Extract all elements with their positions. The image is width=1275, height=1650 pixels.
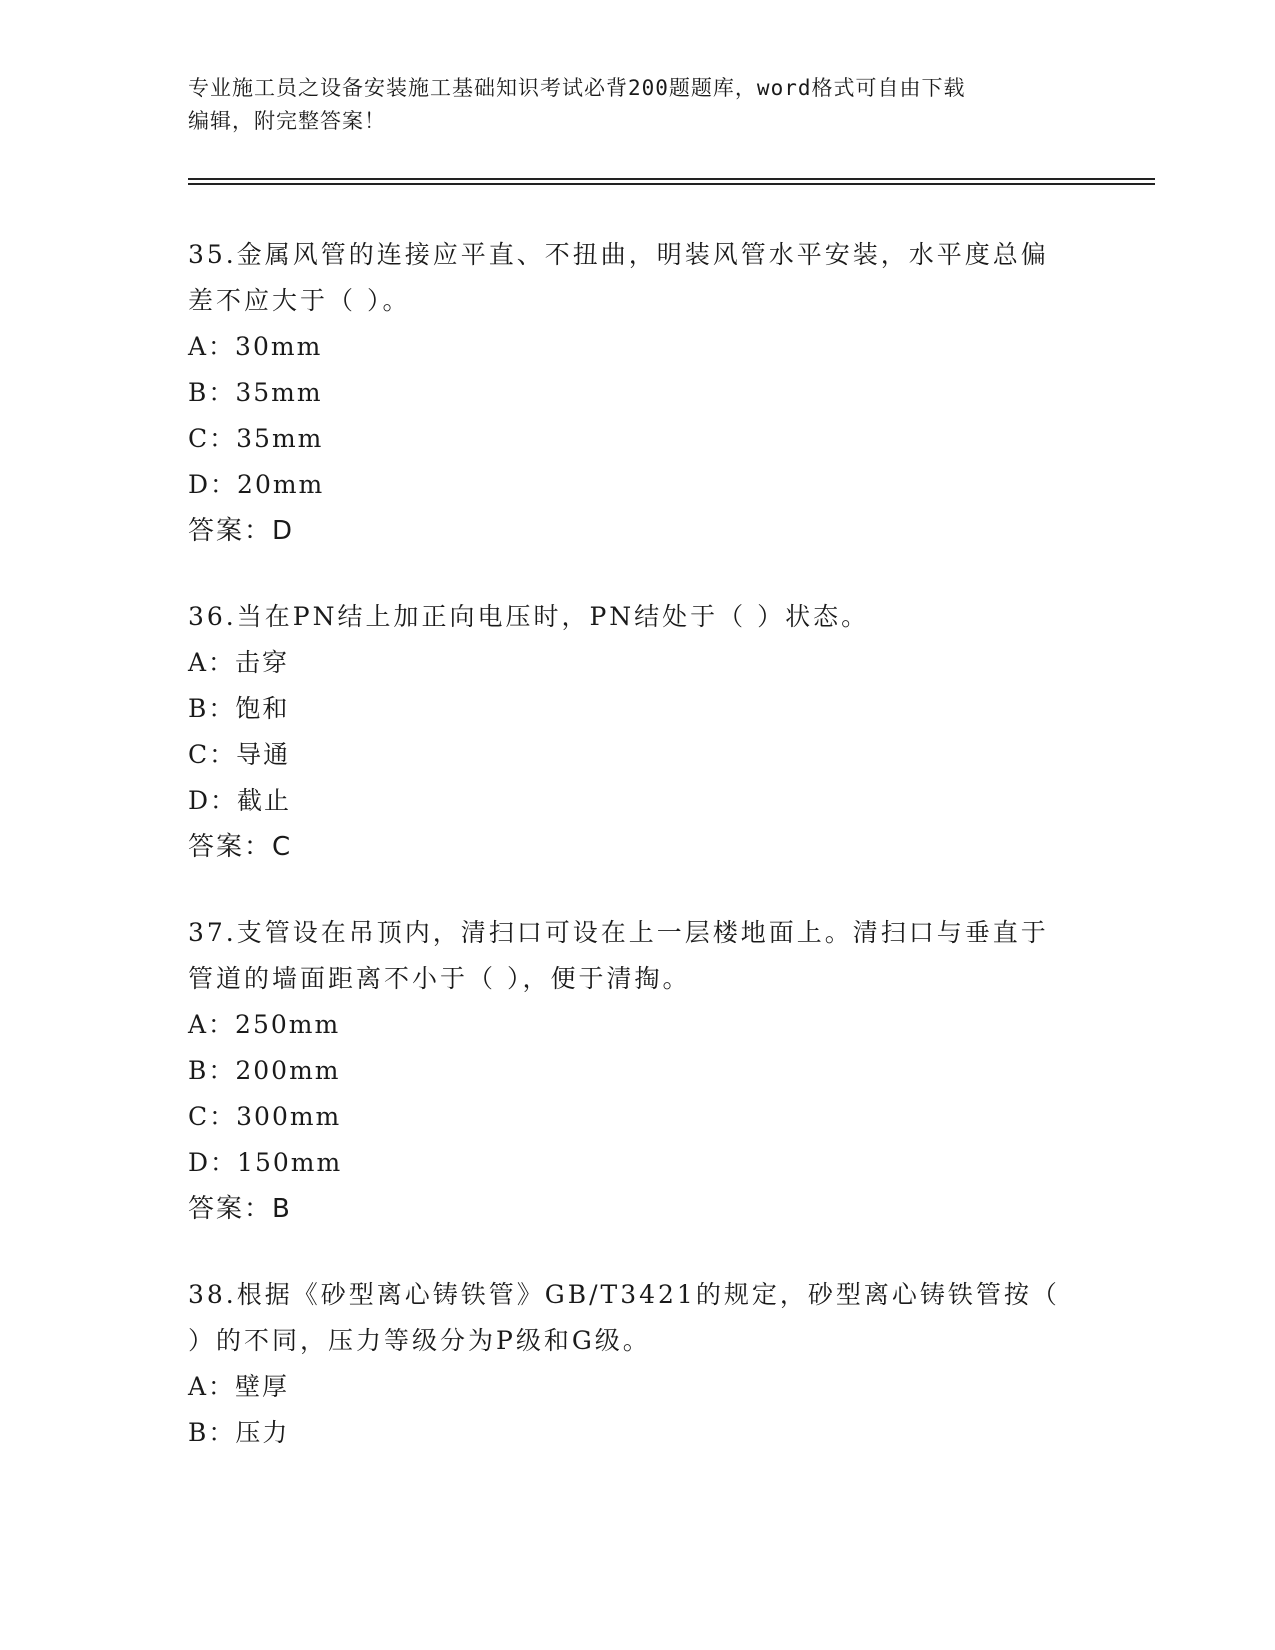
question-stem-line: 差不应大于（ ）。 [188, 286, 411, 315]
question-36 [188, 594, 1088, 870]
question-stem-line: 38.根据《砂型离心铸铁管》GB/T3421的规定，砂型离心铸铁管按（ [188, 1280, 1060, 1309]
question-stem-line: 管道的墙面距离不小于（ ），便于清掏。 [188, 964, 691, 993]
option-a: A：壁厚 [188, 1372, 290, 1401]
option-d: D：截止 [188, 786, 292, 815]
question-stem-line: 35.金属风管的连接应平直、不扭曲，明装风管水平安装，水平度总偏 [188, 240, 1049, 269]
question-stem-line: 37.支管设在吊顶内，清扫口可设在上一层楼地面上。清扫口与垂直于 [188, 918, 1049, 947]
answer-line: 答案：B [188, 1194, 292, 1224]
header-line-1: 专业施工员之设备安装施工基础知识考试必背200题题库，word格式可自由下载 [188, 76, 966, 100]
option-c: C：300mm [188, 1102, 342, 1131]
header-line-2: 编辑，附完整答案！ [188, 109, 386, 133]
question-37 [188, 910, 1088, 1232]
option-b: B：饱和 [188, 694, 290, 723]
header-divider-bottom [188, 183, 1155, 185]
answer-line: 答案：D [188, 516, 295, 546]
option-d: D：150mm [188, 1148, 343, 1177]
option-c: C：35mm [188, 424, 324, 453]
option-a: A：250mm [188, 1010, 341, 1039]
option-a: A：击穿 [188, 648, 290, 677]
option-b: B：35mm [188, 378, 323, 407]
option-c: C：导通 [188, 740, 291, 769]
question-38 [188, 1272, 1088, 1456]
question-stem-line: ）的不同，压力等级分为P级和G级。 [188, 1326, 651, 1355]
option-a: A：30mm [188, 332, 323, 361]
question-list [188, 232, 1088, 1496]
answer-line: 答案：C [188, 832, 293, 862]
question-35 [188, 232, 1088, 554]
option-b: B：200mm [188, 1056, 341, 1085]
option-d: D：20mm [188, 470, 325, 499]
option-b: B：压力 [188, 1418, 290, 1447]
document-header [188, 72, 1088, 138]
header-divider-top [188, 178, 1155, 180]
question-stem-line: 36.当在PN结上加正向电压时，PN结处于（ ）状态。 [188, 602, 870, 631]
